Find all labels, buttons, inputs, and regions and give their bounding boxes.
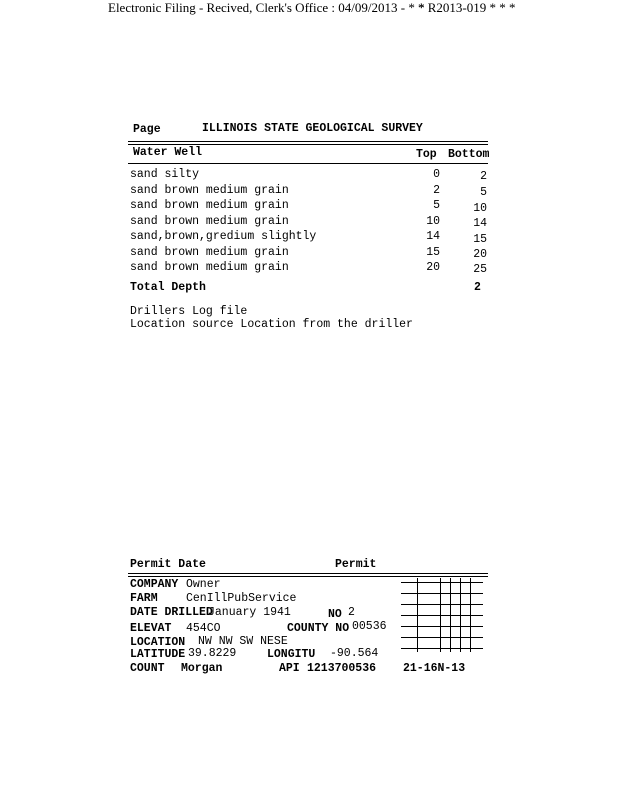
log-row-top: 2: [433, 184, 440, 197]
elevation-label: ELEVAT: [130, 622, 172, 635]
drillers-log: Drillers Log file: [130, 305, 248, 318]
title-rule-top: [128, 141, 488, 142]
longitude-label: LONGITU: [267, 648, 316, 661]
elevation-value: 454CO: [186, 622, 221, 635]
no-label: NO: [328, 608, 342, 621]
log-row-desc: sand brown medium grain: [130, 215, 289, 228]
company-label: COMPANY: [130, 578, 179, 591]
log-row-top: 15: [426, 246, 440, 259]
county-label: COUNT: [130, 662, 165, 675]
log-row-top: 14: [426, 230, 440, 243]
log-row-bottom: 15: [473, 233, 487, 246]
water-well-header: Water Well: [133, 146, 203, 159]
log-row-desc: sand brown medium grain: [130, 199, 289, 212]
log-row-bottom: 10: [473, 202, 487, 215]
township-range: 21-16N-13: [403, 662, 466, 675]
log-row-desc: sand brown medium grain: [130, 184, 289, 197]
top-header: Top: [416, 148, 437, 161]
date-drilled-label: DATE DRILLED: [130, 606, 213, 619]
log-row-bottom: 25: [473, 263, 487, 276]
header-rule: [128, 163, 488, 164]
latitude-value: 39.8229: [188, 647, 237, 660]
log-row-desc: sand brown medium grain: [130, 261, 289, 274]
permit-rule-bottom: [128, 576, 488, 577]
permit-date-label: Permit Date: [130, 558, 206, 571]
log-row-top: 5: [433, 199, 440, 212]
log-row-bottom: 14: [473, 217, 487, 230]
log-row-bottom: 20: [473, 248, 487, 261]
permit-rule-top: [128, 573, 488, 574]
page-label: Page: [133, 123, 161, 136]
total-depth-label: Total Depth: [130, 281, 206, 294]
log-row-top: 0: [433, 168, 440, 181]
survey-title: ILLINOIS STATE GEOLOGICAL SURVEY: [202, 122, 423, 135]
log-row-desc: sand silty: [130, 168, 200, 181]
log-row-top: 10: [426, 215, 440, 228]
filing-stamp: Electronic Filing - Recived, Clerk's Office : 04/09/2013 - * *: [108, 0, 425, 15]
date-drilled-value: January 1941: [208, 606, 291, 619]
longitude-value: -90.564: [330, 647, 379, 660]
log-row-top: 20: [426, 261, 440, 274]
title-rule-bottom: [128, 144, 488, 145]
location-value: NW NW SW NESE: [198, 635, 288, 648]
total-depth-value: 2: [474, 281, 481, 294]
county-value: Morgan: [181, 662, 223, 675]
log-row-desc: sand,brown,gredium slightly: [130, 230, 317, 243]
api-label: API: [279, 662, 300, 675]
case-number: * R2013-019 * * *: [418, 0, 516, 15]
farm-value: CenIllPubService: [186, 592, 297, 605]
county-no-label: COUNTY NO: [287, 622, 350, 635]
bottom-header: Bottom: [448, 148, 490, 161]
permit-label: Permit: [335, 558, 377, 571]
location-source: Location source Location from the driller: [130, 318, 413, 331]
no-value: 2: [348, 606, 355, 619]
farm-label: FARM: [130, 592, 158, 605]
log-row-desc: sand brown medium grain: [130, 246, 289, 259]
log-row-bottom: 2: [480, 170, 487, 183]
api-value: 1213700536: [307, 662, 377, 675]
latitude-label: LATITUDE: [130, 648, 186, 661]
company-value: Owner: [186, 578, 221, 591]
county-no-value: 00536: [352, 620, 387, 633]
location-label: LOCATION: [130, 636, 186, 649]
log-row-bottom: 5: [480, 186, 487, 199]
